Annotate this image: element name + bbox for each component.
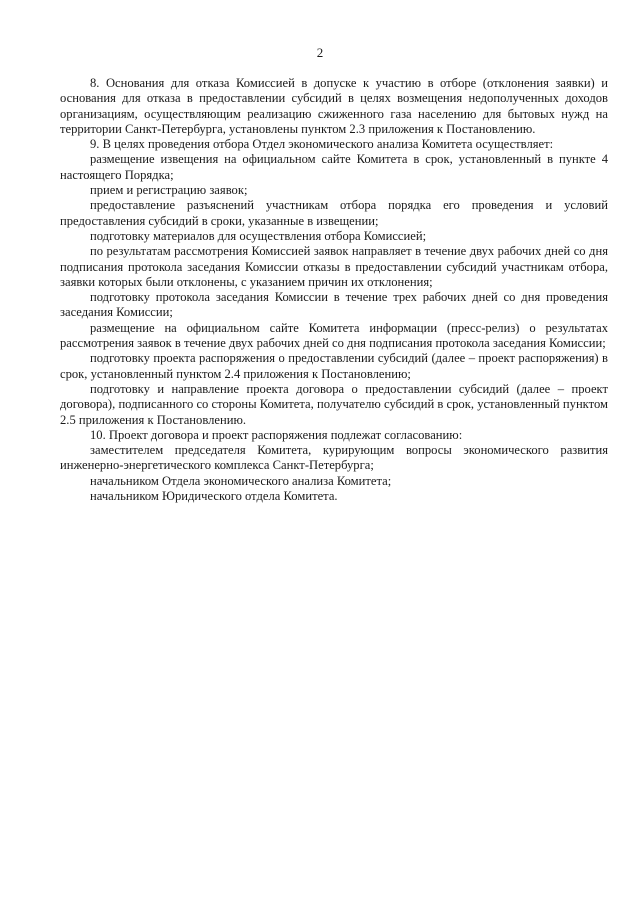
paragraph-legal-dept-head: начальником Юридического отдела Комитета. [90,489,338,504]
paragraph-notice-publication: размещение извещения на официальном сайте Комитета в срок, установленный в пункте 4 настоящего Порядка; [60,152,608,182]
paragraph-refusals: по результатам рассмотрения Комиссией заявок направляет в течение двух рабочих дней со дня подписания протокола заседания Комиссии отказы в предоставлении субсидий участникам отбора, заявки которых были отклонены, с указанием причин их отклонения; [60,244,608,289]
document-body [60,76,608,504]
paragraph-item-8-grounds: 8. Основания для отказа Комиссией в допуске к участию в отборе (отклонения заявки) и основания для отказа в предоставлении субсидий в целях возмещения недополученных доходов организациям, осуществляющим реализацию сжиженного газа населению для бытовых нужд на территории Санкт-Петербурга, установлены пунктом 2.3 приложения к Постановлению. [60,76,608,136]
paragraph-clarifications: предоставление разъяснений участникам отбора порядка его проведения и условий предоставления субсидий в сроки, указанные в извещении; [60,198,608,228]
paragraph-draft-order: подготовку проекта распоряжения о предоставлении субсидий (далее – проект распоряжения) в срок, установленный пунктом 2.4 приложения к Постановлению; [60,351,608,381]
paragraph-draft-contract: подготовку и направление проекта договора о предоставлении субсидий (далее – проект договора), подписанного со стороны Комитета, получателю субсидий в срок, установленный пунктом 2.5 приложения к Постановлению. [60,381,608,427]
paragraph-item-9-intro: 9. В целях проведения отбора Отдел экономического анализа Комитета осуществляет: [90,137,554,152]
paragraph-materials-preparation: подготовку материалов для осуществления отбора Комиссией; [90,228,427,243]
paragraph-item-10-approval: 10. Проект договора и проект распоряжения подлежат согласованию: [90,427,463,442]
page-number: 2 [316,45,324,60]
paragraph-application-intake: прием и регистрацию заявок; [90,183,248,198]
paragraph-deputy-chairman: заместителем председателя Комитета, курирующим вопросы экономического развития инженерно-энергетического комплекса Санкт-Петербурга; [60,443,608,473]
paragraph-protocol: подготовку протокола заседания Комиссии в течение трех рабочих дней со дня проведения заседания Комиссии; [60,290,608,320]
paragraph-economic-dept-head: начальником Отдела экономического анализа Комитета; [90,473,392,488]
paragraph-press-release: размещение на официальном сайте Комитета информации (пресс-релиз) о результатах рассмотрения заявок в течение двух рабочих дней со дня подписания протокола заседания Комиссии; [60,320,608,351]
